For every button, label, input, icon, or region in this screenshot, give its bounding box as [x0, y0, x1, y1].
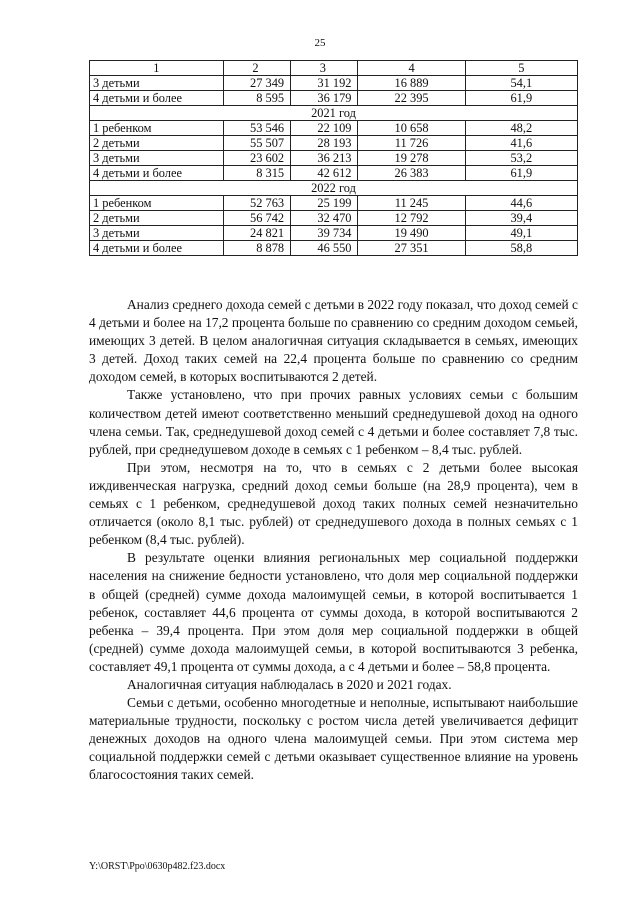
paragraph: Семьи с детьми, особенно многодетные и неполные, испытывают наибольшие материальные трудности, поскольку с ростом числа детей увеличивается дефицит денежных доходов на одного члена малоимущей семьи. При этом система мер социальной поддержки семей с детьми оказывает существенное влияние на уровень благосостояния таких семей.: [89, 695, 578, 783]
value-cell: 58,8: [465, 241, 577, 256]
value-cell: 39 734: [291, 226, 358, 241]
value-cell: 32 470: [291, 211, 358, 226]
column-number-cell: 5: [465, 61, 577, 76]
family-type-cell: 4 детьми и более: [90, 241, 224, 256]
table-row: [90, 121, 578, 136]
value-cell: 36 179: [291, 91, 358, 106]
file-path-footer: Y:\ORST\Ppo\0630p482.f23.docx: [89, 861, 226, 872]
year-row: [90, 106, 578, 121]
table-row: [90, 211, 578, 226]
value-cell: 8 315: [223, 166, 290, 181]
year-label: 2021 год: [90, 106, 578, 121]
table-row: [90, 241, 578, 256]
family-type-cell: 1 ребенком: [90, 196, 224, 211]
value-cell: 23 602: [223, 151, 290, 166]
value-cell: 12 792: [358, 211, 465, 226]
family-type-cell: 1 ребенком: [90, 121, 224, 136]
family-type-cell: 2 детьми: [90, 211, 224, 226]
page-number: 25: [314, 37, 326, 49]
family-type-cell: 4 детьми и более: [90, 91, 224, 106]
value-cell: 26 383: [358, 166, 465, 181]
value-cell: 52 763: [223, 196, 290, 211]
year-label: 2022 год: [90, 181, 578, 196]
paragraph: В результате оценки влияния региональных мер социальной поддержки населения на снижение бедности установлено, что доля мер социальной поддержки в общей (средней) сумме дохода малоимущей семьи, в которой воспитывается 1 ребенок, составляет 44,6 процента от суммы дохода, в которой воспитываются 2 ребенка – 39,4 процента. При этом доля мер социальной поддержки в общей (средней) сумме дохода малоимущей семьи, в которой воспитываются 3 ребенка, составляет 49,1 процента от суммы дохода, а с 4 детьми и более – 58,8 процента.: [89, 550, 578, 674]
table-row: [90, 76, 578, 91]
value-cell: 56 742: [223, 211, 290, 226]
value-cell: 31 192: [291, 76, 358, 91]
family-type-cell: 3 детьми: [90, 76, 224, 91]
paragraph: Также установлено, что при прочих равных условиях семьи с большим количеством детей имеют соответственно меньший среднедушевой доход на одного члена семьи. Так, среднедушевой доход семей с 4 детьми и более составляет 7,8 тыс. рублей, при среднедушевом доходе в семьях с 1 ребенком – 8,4 тыс. рублей.: [89, 387, 578, 457]
value-cell: 42 612: [291, 166, 358, 181]
value-cell: 61,9: [465, 166, 577, 181]
income-table: [89, 60, 578, 256]
value-cell: 24 821: [223, 226, 290, 241]
value-cell: 27 349: [223, 76, 290, 91]
table-row: [90, 166, 578, 181]
table-row: [90, 151, 578, 166]
value-cell: 11 726: [358, 136, 465, 151]
value-cell: 16 889: [358, 76, 465, 91]
value-cell: 49,1: [465, 226, 577, 241]
column-number-cell: 4: [358, 61, 465, 76]
value-cell: 41,6: [465, 136, 577, 151]
family-type-cell: 3 детьми: [90, 151, 224, 166]
value-cell: 27 351: [358, 241, 465, 256]
value-cell: 48,2: [465, 121, 577, 136]
family-type-cell: 4 детьми и более: [90, 166, 224, 181]
paragraph: При этом, несмотря на то, что в семьях с 2 детьми более высокая иждивенческая нагрузка, средний доход семьи больше (на 28,9 процента), чем в семьях с 1 ребенком, среднедушевой доход таких полных семей незначительно отличается (около 8,1 тыс. рублей) от среднедушевого дохода в полных семьях с 1 ребенком (8,4 тыс. рублей).: [89, 459, 578, 548]
column-number-cell: 2: [223, 61, 290, 76]
family-type-cell: 2 детьми: [90, 136, 224, 151]
value-cell: 44,6: [465, 196, 577, 211]
table-row: [90, 226, 578, 241]
value-cell: 19 490: [358, 226, 465, 241]
value-cell: 54,1: [465, 76, 577, 91]
body-text: [89, 296, 578, 785]
value-cell: 28 193: [291, 136, 358, 151]
table-row: [90, 136, 578, 151]
column-number-cell: 3: [291, 61, 358, 76]
value-cell: 46 550: [291, 241, 358, 256]
value-cell: 39,4: [465, 211, 577, 226]
paragraph: Аналогичная ситуация наблюдалась в 2020 и 2021 годах.: [127, 676, 452, 692]
year-row: [90, 181, 578, 196]
value-cell: 53 546: [223, 121, 290, 136]
paragraph: Анализ среднего дохода семей с детьми в 2022 году показал, что доход семей с 4 детьми и более на 17,2 процента больше по сравнению со средним доходом семьей, имеющих 3 детей. В целом аналогичная ситуация складывается в семьях, имеющих 3 детей. Доход таких семей на 22,4 процента больше по сравнению со средним доходом семей, в которых воспитываются 2 детей.: [89, 297, 578, 385]
value-cell: 61,9: [465, 91, 577, 106]
value-cell: 10 658: [358, 121, 465, 136]
table-row: [90, 91, 578, 106]
column-number-cell: 1: [90, 61, 224, 76]
value-cell: 36 213: [291, 151, 358, 166]
value-cell: 22 109: [291, 121, 358, 136]
value-cell: 11 245: [358, 196, 465, 211]
value-cell: 53,2: [465, 151, 577, 166]
table-header-row: [90, 61, 578, 76]
table-row: [90, 196, 578, 211]
value-cell: 8 878: [223, 241, 290, 256]
value-cell: 8 595: [223, 91, 290, 106]
family-type-cell: 3 детьми: [90, 226, 224, 241]
income-table-body: [90, 61, 578, 256]
value-cell: 55 507: [223, 136, 290, 151]
value-cell: 25 199: [291, 196, 358, 211]
value-cell: 22 395: [358, 91, 465, 106]
value-cell: 19 278: [358, 151, 465, 166]
